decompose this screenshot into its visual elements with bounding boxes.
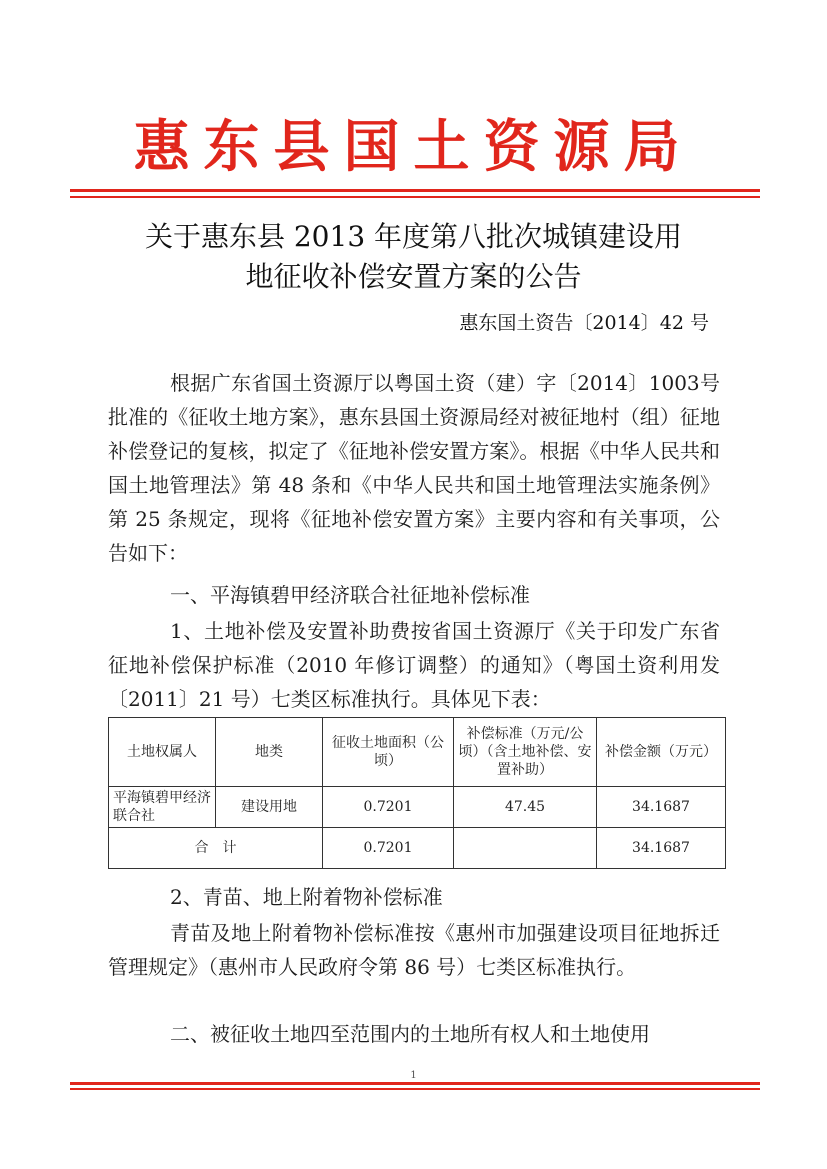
col-header-land-type: 地类 xyxy=(216,718,323,787)
footer-red-line-thin xyxy=(70,1088,760,1090)
header-red-line xyxy=(70,189,760,192)
col-header-area: 征收土地面积（公顷） xyxy=(323,718,454,787)
cell-area: 0.7201 xyxy=(323,787,454,828)
footer-red-line xyxy=(70,1082,760,1085)
section1-heading: 一、平海镇碧甲经济联合社征地补偿标准 xyxy=(170,583,530,607)
notice-title-line2: 地征收补偿安置方案的公告 xyxy=(245,260,582,293)
cell-total-standard xyxy=(454,828,597,869)
table-header-row xyxy=(109,718,726,787)
cell-land-type: 建设用地 xyxy=(216,787,323,828)
item2-paragraph: 青苗及地上附着物补偿标准按《惠州市加强建设项目征地拆迁管理规定》（惠州市人民政府令第 86 号）七类区标准执行。 xyxy=(108,921,720,979)
col-header-amount: 补偿金额（万元） xyxy=(597,718,726,787)
cell-total-area: 0.7201 xyxy=(323,828,454,869)
compensation-table xyxy=(108,717,726,869)
cell-owner: 平海镇碧甲经济联合社 xyxy=(109,787,216,828)
cell-total-label: 合 计 xyxy=(109,828,323,869)
col-header-standard: 补偿标准（万元/公顷）（含土地补偿、安置补助） xyxy=(454,718,597,787)
notice-title-line1: 关于惠东县 2013 年度第八批次城镇建设用 xyxy=(144,220,683,253)
cell-amount: 34.1687 xyxy=(597,787,726,828)
section2-start: 二、被征收土地四至范围内的土地所有权人和土地使用 xyxy=(170,1022,650,1046)
intro-paragraph: 根据广东省国土资源厅以粤国土资（建）字〔2014〕1003号批准的《征收土地方案》，惠东县国土资源局经对被征地村（组）征地补偿登记的复核，拟定了《征地补偿安置方案》。根据《中华人民共和国土地管理法》第 48 条和《中华人民共和国土地管理法实施条例》第 25 条规定，现将《征地补偿安置方案》主要内容和有关事项，公告如下： xyxy=(108,371,720,565)
item2-heading: 2、青苗、地上附着物补偿标准 xyxy=(170,885,443,909)
document-number: 惠东国土资告〔2014〕42 号 xyxy=(459,312,709,334)
cell-total-amount: 34.1687 xyxy=(597,828,726,869)
cell-standard: 47.45 xyxy=(454,787,597,828)
page-number: 1 xyxy=(410,1070,417,1081)
table-row xyxy=(109,787,726,828)
table-total-row xyxy=(109,828,726,869)
col-header-owner: 土地权属人 xyxy=(109,718,216,787)
issuing-authority-name: 惠东县国土资源局 xyxy=(133,115,694,180)
header-red-line-thin xyxy=(70,196,760,198)
item1-paragraph: 1、土地补偿及安置补助费按省国土资源厅《关于印发广东省征地补偿保护标准（2010 年修订调整）的通知》（粤国土资利用发〔2011〕21 号）七类区标准执行。具体见下表： xyxy=(108,619,720,711)
